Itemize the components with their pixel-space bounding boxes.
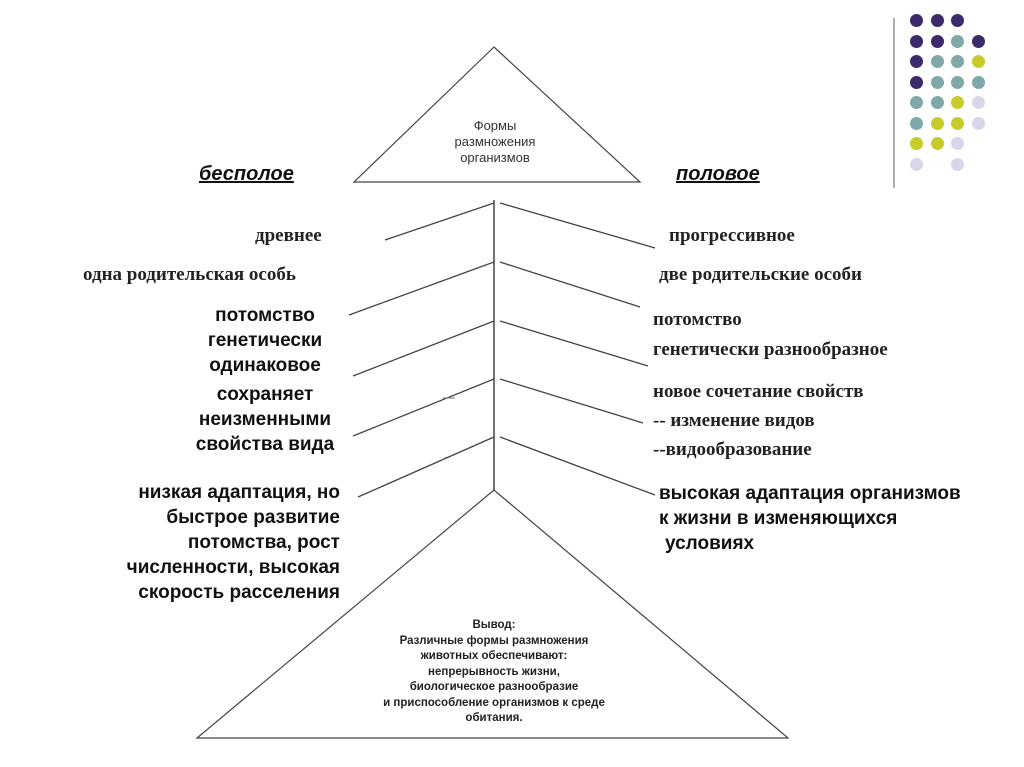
header-asexual: бесполое [199,163,294,185]
decor-dot [951,117,964,130]
decor-dot [910,158,923,171]
branch-right-4 [500,379,643,423]
right-combination-line-1: новое сочетание свойств [653,381,864,402]
right-adaptation-line-2: к жизни в изменяющихся [659,508,898,529]
right-combination-line-2: -- изменение видов [653,410,815,431]
decor-dot [972,55,985,68]
left-offspring-line-3: одинаковое [209,355,321,376]
left-preserves-line-3: свойства вида [195,434,335,455]
decor-dot [951,137,964,150]
decor-dot [972,76,985,89]
left-adaptation-line-5: скорость расселения [138,582,340,603]
conclusion-line-6: и приспособление организмов к среде [383,696,605,709]
left-item-offspring [185,303,345,378]
decor-dot [972,96,985,109]
left-preserves-line-2: неизменными [198,409,332,430]
decor-dot [931,55,944,68]
decor-dot [910,35,923,48]
conclusion-text [334,618,654,727]
decor-dot [951,35,964,48]
decor-dot [972,117,985,130]
branch-left-4 [353,379,494,436]
top-title-line-2: размножения [454,134,536,149]
branch-right-3 [500,321,648,366]
left-adaptation-line-1: низкая адаптация, но [138,482,340,503]
header-sexual: половое [676,163,760,185]
decor-dot [972,35,985,48]
branch-left-1 [385,203,494,240]
decor-dot [931,35,944,48]
branch-right-2 [500,262,640,307]
left-adaptation-line-3: потомства, рост [187,532,340,553]
left-offspring-line-1: потомство [215,305,315,326]
decor-dot [910,96,923,109]
branch-left-3 [353,321,494,376]
decor-dot [951,55,964,68]
top-title-line-1: Формы [473,118,517,133]
decor-dot [910,14,923,27]
conclusion-line-1: Вывод: [472,619,516,631]
decor-dot [951,76,964,89]
decor-dot [931,117,944,130]
left-adaptation-line-4: численности, высокая [126,557,340,578]
left-offspring-line-2: генетически [207,330,323,351]
conclusion-line-5: биологическое разнообразие [409,681,579,693]
decor-dot [910,76,923,89]
right-item-two-parents: две родительские особи [659,264,862,285]
decor-dot [931,96,944,109]
conclusion-line-2: Различные формы размножения [399,634,589,647]
left-adaptation-line-2: быстрое развитие [166,507,340,528]
conclusion-line-7: обитания. [465,712,523,724]
decor-dot-grid [910,14,1010,174]
right-item-progressive: прогрессивное [669,225,795,246]
right-combination-line-3: --видообразование [653,439,812,460]
branch-right-1 [500,203,655,248]
conclusion-line-3: животных обеспечивают: [420,650,568,662]
left-item-one-parent: одна родительская особь [83,264,296,285]
right-offspring-line-1: потомство [653,309,742,330]
decor-dot [951,96,964,109]
decor-dot [951,14,964,27]
decor-dot [910,137,923,150]
decor-dot [931,76,944,89]
right-item-offspring [653,305,888,365]
right-item-new-combination [653,377,864,464]
left-item-ancient: древнее [255,225,322,246]
branch-right-5 [500,437,655,495]
top-title-line-3: организмов [460,150,530,165]
branch-left-2 [349,262,494,315]
right-offspring-line-2: генетически разнообразное [653,339,888,360]
right-adaptation-line-3: условиях [665,533,755,554]
left-item-low-adaptation [90,480,340,605]
top-triangle-title [420,118,570,166]
right-adaptation-line-1: высокая адаптация организмов [659,483,961,504]
branch-left-5 [358,437,494,497]
decor-dot [951,158,964,171]
right-item-high-adaptation [659,481,961,556]
decor-dot [910,117,923,130]
decor-dot [910,55,923,68]
left-preserves-line-1: сохраняет [216,384,314,405]
left-item-preserves [185,382,345,457]
decor-dot [931,14,944,27]
decor-dot [931,137,944,150]
conclusion-line-4: непрерывность жизни, [428,665,560,678]
